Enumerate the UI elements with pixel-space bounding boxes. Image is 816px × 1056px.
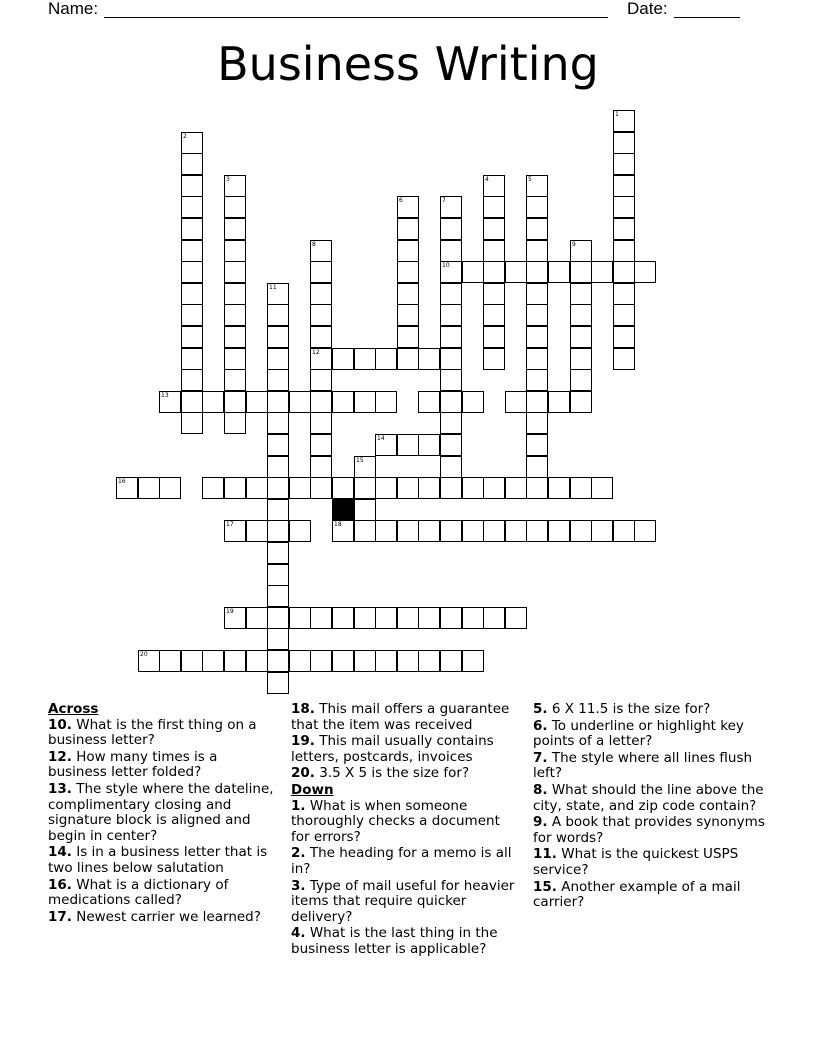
clue-num: 9. <box>533 814 548 831</box>
grid-cell[interactable] <box>267 520 289 542</box>
grid-cell[interactable] <box>354 607 376 629</box>
clue-item <box>533 783 765 814</box>
clue-item <box>533 702 765 718</box>
grid-cell[interactable] <box>526 520 548 542</box>
grid-cell[interactable] <box>397 283 419 305</box>
grid-cell[interactable] <box>613 175 635 197</box>
grid-cell[interactable] <box>181 240 203 262</box>
grid-cell[interactable] <box>332 391 354 413</box>
grid-cell[interactable] <box>613 348 635 370</box>
clue-item <box>48 750 280 781</box>
grid-cell[interactable] <box>570 391 592 413</box>
grid-cell[interactable] <box>375 477 397 499</box>
grid-cell[interactable] <box>613 153 635 175</box>
clue-number: 17 <box>226 521 234 528</box>
grid-cell[interactable] <box>354 391 376 413</box>
grid-cell[interactable] <box>375 348 397 370</box>
grid-cell[interactable] <box>505 520 527 542</box>
clue-item <box>533 880 765 911</box>
grid-cell[interactable] <box>440 326 462 348</box>
grid-cell[interactable] <box>310 412 332 434</box>
grid-cell[interactable] <box>310 304 332 326</box>
clue-number: 18 <box>334 521 342 528</box>
grid-cell[interactable] <box>440 607 462 629</box>
grid-cell[interactable] <box>267 672 289 694</box>
grid-cell[interactable] <box>397 477 419 499</box>
grid-cell[interactable] <box>440 240 462 262</box>
clue-number: 7 <box>442 197 446 204</box>
clue-column-3 <box>533 702 765 912</box>
grid-cell[interactable] <box>310 434 332 456</box>
grid-cell[interactable] <box>418 520 440 542</box>
grid-cell[interactable] <box>267 650 289 672</box>
clue-num: 3. <box>291 877 306 894</box>
grid-cell[interactable] <box>289 520 311 542</box>
grid-cell[interactable] <box>354 499 376 521</box>
grid-cell[interactable] <box>526 434 548 456</box>
grid-cell[interactable] <box>181 412 203 434</box>
grid-cell[interactable] <box>440 218 462 240</box>
grid-cell[interactable] <box>310 456 332 478</box>
grid-cell[interactable] <box>224 283 246 305</box>
clue-text: This mail usually contains letters, postcards, invoices <box>291 733 494 765</box>
grid-cell[interactable] <box>526 196 548 218</box>
grid-cell[interactable] <box>267 391 289 413</box>
grid-cell[interactable] <box>397 348 419 370</box>
grid-cell[interactable] <box>440 412 462 434</box>
grid-cell[interactable] <box>440 456 462 478</box>
grid-cell[interactable] <box>181 261 203 283</box>
clue-text: 3.5 X 5 is the size for? <box>319 765 470 782</box>
grid-cell[interactable] <box>181 304 203 326</box>
clue-num: 6. <box>533 717 548 734</box>
clue-item <box>48 910 280 926</box>
grid-cell[interactable] <box>354 520 376 542</box>
clue-text: Type of mail useful for heavier items that require quicker delivery? <box>291 877 515 925</box>
clue-num: 1. <box>291 797 306 814</box>
grid-cell[interactable] <box>267 607 289 629</box>
clue-text: What is a dictionary of medications called? <box>48 876 229 909</box>
grid-cell[interactable] <box>310 391 332 413</box>
grid-cell[interactable] <box>440 304 462 326</box>
grid-cell[interactable] <box>570 520 592 542</box>
clue-num: 14. <box>48 844 72 861</box>
clue-num: 11. <box>533 846 557 863</box>
grid-cell[interactable] <box>591 261 613 283</box>
grid-cell[interactable] <box>267 369 289 391</box>
grid-cell[interactable] <box>332 650 354 672</box>
clue-text: This mail offers a guarantee that the item was received <box>291 701 510 733</box>
grid-cell[interactable] <box>397 304 419 326</box>
grid-cell[interactable] <box>505 477 527 499</box>
name-label: Name: <box>48 0 99 18</box>
clue-item <box>48 845 280 876</box>
grid-cell[interactable] <box>418 607 440 629</box>
grid-cell[interactable] <box>570 261 592 283</box>
clue-text: What is when someone thoroughly checks a document for errors? <box>291 797 500 845</box>
grid-cell[interactable] <box>483 283 505 305</box>
clue-item <box>291 846 519 877</box>
grid-cell[interactable] <box>440 520 462 542</box>
grid-cell[interactable] <box>332 348 354 370</box>
grid-cell[interactable] <box>526 456 548 478</box>
clue-text: What should the line above the city, state, and zip code contain? <box>533 781 764 814</box>
grid-cell[interactable] <box>548 391 570 413</box>
grid-cell[interactable] <box>570 304 592 326</box>
across-heading: Across <box>48 701 99 717</box>
grid-cell[interactable] <box>613 520 635 542</box>
grid-cell[interactable] <box>375 650 397 672</box>
clue-text: Newest carrier we learned? <box>76 908 261 925</box>
grid-cell[interactable] <box>570 348 592 370</box>
clue-num: 5. <box>533 701 548 717</box>
clue-num: 20. <box>291 765 315 782</box>
grid-cell[interactable] <box>202 477 224 499</box>
grid-cell[interactable] <box>181 283 203 305</box>
grid-cell[interactable] <box>483 348 505 370</box>
grid-cell[interactable] <box>570 369 592 391</box>
grid-cell[interactable] <box>181 153 203 175</box>
grid-cell[interactable] <box>613 261 635 283</box>
grid-cell[interactable] <box>462 261 484 283</box>
grid-cell[interactable] <box>526 369 548 391</box>
clue-num: 7. <box>533 749 548 766</box>
grid-cell[interactable] <box>505 391 527 413</box>
grid-cell[interactable] <box>246 520 268 542</box>
grid-cell[interactable] <box>526 348 548 370</box>
grid-cell[interactable] <box>440 434 462 456</box>
grid-cell[interactable] <box>526 240 548 262</box>
grid-cell[interactable] <box>289 607 311 629</box>
grid-cell[interactable] <box>591 477 613 499</box>
grid-cell[interactable] <box>526 326 548 348</box>
grid-cell[interactable] <box>310 283 332 305</box>
grid-cell[interactable] <box>613 196 635 218</box>
clue-number: 5 <box>528 176 532 183</box>
grid-cell[interactable] <box>397 520 419 542</box>
clue-number: 20 <box>140 651 148 658</box>
grid-cell[interactable] <box>526 477 548 499</box>
grid-cell[interactable] <box>246 650 268 672</box>
clue-num: 12. <box>48 748 72 765</box>
grid-cell[interactable] <box>591 520 613 542</box>
grid-cell[interactable] <box>613 326 635 348</box>
grid-cell[interactable] <box>267 542 289 564</box>
puzzle-title: Business Writing <box>217 37 599 91</box>
grid-cell[interactable] <box>267 304 289 326</box>
grid-cell[interactable] <box>613 283 635 305</box>
grid-cell[interactable] <box>634 261 656 283</box>
clue-item <box>48 878 280 909</box>
grid-cell[interactable] <box>354 348 376 370</box>
grid-cell[interactable] <box>397 261 419 283</box>
clue-item <box>291 926 519 957</box>
grid-cell[interactable] <box>505 607 527 629</box>
grid-cell[interactable] <box>483 261 505 283</box>
clue-num: 18. <box>291 701 315 717</box>
grid-cell[interactable] <box>267 477 289 499</box>
grid-cell[interactable] <box>224 218 246 240</box>
grid-cell[interactable] <box>289 477 311 499</box>
grid-cell[interactable] <box>483 240 505 262</box>
grid-cell[interactable] <box>548 477 570 499</box>
grid-cell[interactable] <box>440 650 462 672</box>
grid-cell[interactable] <box>224 477 246 499</box>
grid-cell[interactable] <box>440 391 462 413</box>
grid-cell[interactable] <box>462 607 484 629</box>
clue-text: What is the first thing on a business letter? <box>48 716 257 749</box>
grid-cell[interactable] <box>267 564 289 586</box>
grid-cell[interactable] <box>246 607 268 629</box>
grid-cell[interactable] <box>224 412 246 434</box>
clue-text: Is in a business letter that is two lines below salutation <box>48 844 268 876</box>
clue-text: What is the last thing in the business letter is applicable? <box>291 925 498 957</box>
grid-cell[interactable] <box>181 196 203 218</box>
clue-text: The style where the dateline, complimentary closing and signature block is aligned and begin in center? <box>48 780 274 844</box>
clue-number: 14 <box>377 435 385 442</box>
clue-number: 4 <box>485 176 489 183</box>
clue-number: 9 <box>572 241 576 248</box>
grid-cell[interactable] <box>418 348 440 370</box>
grid-cell[interactable] <box>310 369 332 391</box>
grid-cell[interactable] <box>181 369 203 391</box>
grid-cell[interactable] <box>440 283 462 305</box>
clue-text: Another example of a mail carrier? <box>533 878 741 911</box>
clue-text: 6 X 11.5 is the size for? <box>551 701 711 717</box>
grid-cell[interactable] <box>548 261 570 283</box>
grid-cell[interactable] <box>526 218 548 240</box>
clue-num: 4. <box>291 925 306 942</box>
grid-cell[interactable] <box>483 196 505 218</box>
clue-number: 13 <box>161 392 169 399</box>
clue-item <box>291 879 519 926</box>
grid-cell[interactable] <box>375 391 397 413</box>
clue-item <box>533 815 765 846</box>
grid-cell[interactable] <box>634 520 656 542</box>
clue-column-2 <box>291 702 519 959</box>
grid-cell[interactable] <box>159 477 181 499</box>
clue-text: The style where all lines flush left? <box>533 749 753 782</box>
clue-number: 6 <box>399 197 403 204</box>
grid-cell[interactable] <box>224 261 246 283</box>
date-label: Date: <box>627 0 668 18</box>
grid-cell[interactable] <box>397 607 419 629</box>
grid-cell[interactable] <box>224 391 246 413</box>
grid-cell[interactable] <box>462 520 484 542</box>
clue-item <box>48 718 280 749</box>
grid-cell[interactable] <box>526 304 548 326</box>
clue-num: 8. <box>533 781 548 798</box>
grid-cell[interactable] <box>267 585 289 607</box>
clue-number: 19 <box>226 608 234 615</box>
clue-item <box>533 751 765 782</box>
grid-cell[interactable] <box>267 412 289 434</box>
grid-cell[interactable] <box>483 607 505 629</box>
clue-item <box>291 734 519 765</box>
clue-item <box>291 799 519 846</box>
clue-number: 16 <box>118 478 126 485</box>
grid-cell[interactable] <box>483 326 505 348</box>
grid-cell[interactable] <box>202 650 224 672</box>
grid-cell[interactable] <box>289 391 311 413</box>
grid-cell[interactable] <box>202 391 224 413</box>
grid-cell[interactable] <box>267 434 289 456</box>
clue-item <box>48 782 280 844</box>
grid-cell[interactable] <box>526 261 548 283</box>
clue-num: 2. <box>291 845 306 862</box>
grid-cell[interactable] <box>483 304 505 326</box>
grid-cell[interactable] <box>310 477 332 499</box>
grid-cell[interactable] <box>267 348 289 370</box>
clue-number: 12 <box>312 349 320 356</box>
grid-cell[interactable] <box>375 607 397 629</box>
clue-item <box>533 847 765 878</box>
clue-text: A book that provides synonyms for words? <box>533 814 765 846</box>
clue-item <box>291 702 519 733</box>
grid-cell[interactable] <box>548 520 570 542</box>
blocked-cell <box>332 499 354 521</box>
grid-cell[interactable] <box>440 477 462 499</box>
grid-cell[interactable] <box>267 499 289 521</box>
clue-num: 19. <box>291 733 315 750</box>
grid-cell[interactable] <box>224 650 246 672</box>
grid-cell[interactable] <box>224 304 246 326</box>
grid-cell[interactable] <box>224 348 246 370</box>
grid-cell[interactable] <box>224 369 246 391</box>
grid-cell[interactable] <box>181 175 203 197</box>
grid-cell[interactable] <box>570 283 592 305</box>
grid-cell[interactable] <box>440 369 462 391</box>
grid-cell[interactable] <box>418 477 440 499</box>
clue-number: 11 <box>269 284 277 291</box>
grid-cell[interactable] <box>462 650 484 672</box>
grid-cell[interactable] <box>310 650 332 672</box>
grid-cell[interactable] <box>570 326 592 348</box>
grid-cell[interactable] <box>224 240 246 262</box>
grid-cell[interactable] <box>397 434 419 456</box>
grid-cell[interactable] <box>483 520 505 542</box>
grid-cell[interactable] <box>462 391 484 413</box>
clue-text: What is the quickest USPS service? <box>533 846 739 878</box>
grid-cell[interactable] <box>354 650 376 672</box>
grid-cell[interactable] <box>397 218 419 240</box>
grid-cell[interactable] <box>181 218 203 240</box>
grid-cell[interactable] <box>181 391 203 413</box>
grid-cell[interactable] <box>397 650 419 672</box>
grid-cell[interactable] <box>332 477 354 499</box>
grid-cell[interactable] <box>310 326 332 348</box>
clue-text: The heading for a memo is all in? <box>291 845 512 877</box>
grid-cell[interactable] <box>332 607 354 629</box>
grid-cell[interactable] <box>354 477 376 499</box>
grid-cell[interactable] <box>267 456 289 478</box>
grid-cell[interactable] <box>138 477 160 499</box>
grid-cell[interactable] <box>418 434 440 456</box>
grid-cell[interactable] <box>310 261 332 283</box>
grid-cell[interactable] <box>526 391 548 413</box>
grid-cell[interactable] <box>267 326 289 348</box>
clue-number: 15 <box>356 457 364 464</box>
grid-cell[interactable] <box>462 477 484 499</box>
grid-cell[interactable] <box>613 304 635 326</box>
grid-cell[interactable] <box>613 132 635 154</box>
grid-cell[interactable] <box>181 650 203 672</box>
clue-column-1 <box>48 702 280 926</box>
clue-num: 16. <box>48 876 72 893</box>
grid-cell[interactable] <box>505 261 527 283</box>
grid-cell[interactable] <box>375 520 397 542</box>
clue-number: 1 <box>615 111 619 118</box>
clue-number: 2 <box>183 133 187 140</box>
grid-cell[interactable] <box>267 628 289 650</box>
grid-cell[interactable] <box>526 283 548 305</box>
grid-cell[interactable] <box>289 650 311 672</box>
grid-cell[interactable] <box>181 348 203 370</box>
grid-cell[interactable] <box>159 650 181 672</box>
grid-cell[interactable] <box>418 391 440 413</box>
clue-num: 15. <box>533 878 557 895</box>
grid-cell[interactable] <box>483 218 505 240</box>
grid-cell[interactable] <box>224 326 246 348</box>
grid-cell[interactable] <box>224 196 246 218</box>
grid-cell[interactable] <box>246 391 268 413</box>
clue-item <box>291 766 519 782</box>
clue-number: 10 <box>442 262 450 269</box>
grid-cell[interactable] <box>613 218 635 240</box>
clue-number: 3 <box>226 176 230 183</box>
grid-cell[interactable] <box>310 607 332 629</box>
grid-cell[interactable] <box>181 326 203 348</box>
grid-cell[interactable] <box>570 477 592 499</box>
clue-num: 13. <box>48 780 72 797</box>
grid-cell[interactable] <box>483 477 505 499</box>
clue-number: 8 <box>312 241 316 248</box>
grid-cell[interactable] <box>440 348 462 370</box>
clue-num: 10. <box>48 716 72 733</box>
grid-cell[interactable] <box>246 477 268 499</box>
clue-text: How many times is a business letter folded? <box>48 748 218 781</box>
grid-cell[interactable] <box>418 650 440 672</box>
grid-cell[interactable] <box>613 240 635 262</box>
clue-item <box>533 719 765 750</box>
grid-cell[interactable] <box>397 326 419 348</box>
clue-text: To underline or highlight key points of a letter? <box>533 717 744 750</box>
clue-num: 17. <box>48 908 72 925</box>
grid-cell[interactable] <box>397 240 419 262</box>
down-heading: Down <box>291 781 334 798</box>
grid-cell[interactable] <box>526 412 548 434</box>
